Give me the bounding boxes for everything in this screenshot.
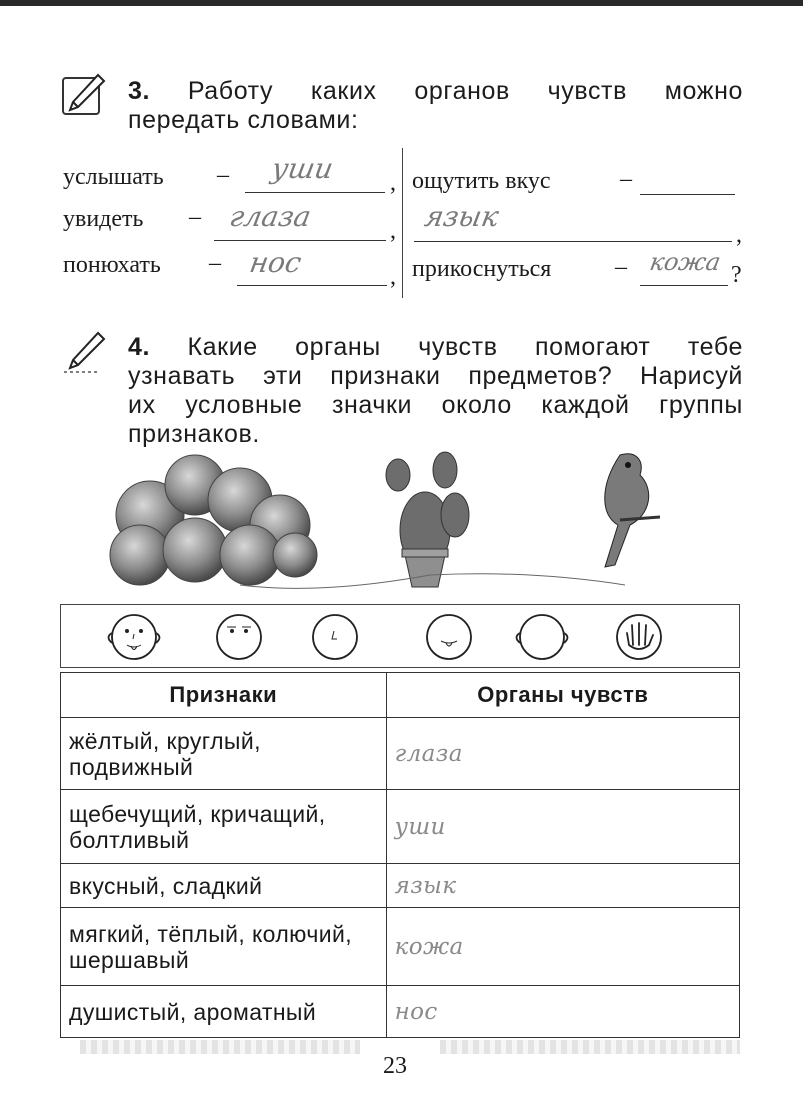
- header-features: Признаки: [61, 673, 387, 718]
- answer-hear: уши: [269, 152, 336, 185]
- task3-row-touch-label: прикоснуться: [412, 256, 552, 282]
- task3-row-see-comma: ,: [390, 218, 396, 244]
- table-row: [61, 864, 740, 908]
- answer-see: глаза: [227, 200, 314, 233]
- header-organs: Органы чувств: [386, 673, 739, 718]
- pencil-icon: [60, 72, 106, 118]
- answer-line: [414, 241, 732, 242]
- features-cell: мягкий, тёплый, колючий, шершавый: [61, 908, 387, 986]
- top-rule: [0, 0, 803, 6]
- task3-number: 3.: [128, 77, 151, 105]
- table-header-row: [61, 673, 740, 718]
- features-table: [60, 672, 740, 1038]
- table-row: [61, 908, 740, 986]
- task3-row-taste-label: ощутить вкус: [412, 168, 551, 194]
- task3-question: [128, 77, 743, 135]
- answer-line: [640, 285, 728, 286]
- task4-line2: узнавать эти признаки предметов? Нарисуй: [128, 362, 743, 390]
- task4-number: 4.: [128, 333, 151, 361]
- illustrations: [100, 445, 760, 605]
- tongue-face-icon: [99, 611, 169, 663]
- features-cell: душистый, ароматный: [61, 986, 387, 1038]
- task4-line3: их условные значки около каждой группы: [128, 391, 743, 419]
- nose-face-icon: [309, 611, 361, 663]
- task3-row-hear-dash: –: [217, 162, 229, 188]
- features-cell: щебечущий, кричащий, болтливый: [61, 790, 387, 864]
- answer-smell: нос: [247, 246, 304, 279]
- answer-line: [237, 285, 387, 286]
- cactus-illustration: [386, 452, 469, 587]
- features-cell: жёлтый, круглый, подвижный: [61, 718, 387, 790]
- answer-line: [640, 194, 735, 195]
- pencil-icon: [60, 330, 106, 376]
- task3-row-smell-comma: ,: [390, 264, 396, 290]
- task3-row-touch-question: ?: [731, 262, 742, 288]
- parrot-illustration: [605, 454, 660, 567]
- answer-taste: язык: [422, 200, 502, 233]
- task3-row-hear-comma: ,: [390, 170, 396, 196]
- balls-illustration: [110, 455, 317, 585]
- hand-icon: [613, 611, 665, 663]
- page-number: 23: [383, 1053, 407, 1079]
- task3-row-touch-dash: –: [615, 254, 627, 280]
- table-row: [61, 986, 740, 1038]
- ear-face-icon: [507, 611, 577, 663]
- task4-question: [128, 333, 743, 449]
- task4-line4: признаков.: [128, 420, 260, 448]
- task3-line1: Работу каких органов чувств можно: [187, 77, 743, 105]
- answer-line: [214, 240, 386, 241]
- eyes-face-icon: [213, 611, 265, 663]
- task3-row-hear-label: услышать: [63, 164, 164, 190]
- task3-line2: передать словами:: [128, 106, 359, 134]
- answer-line: [245, 192, 385, 193]
- task3-row-taste-comma: ,: [736, 222, 742, 248]
- organs-answer-cell: уши: [386, 790, 739, 864]
- task3-row-smell-dash: –: [209, 250, 221, 276]
- print-smudge: [440, 1040, 740, 1054]
- sense-icons-strip: [60, 604, 740, 668]
- task3-row-taste-dash: –: [620, 166, 632, 192]
- task3-row-see-label: увидеть: [63, 206, 144, 232]
- task4-line1: Какие органы чувств помогают тебе: [187, 333, 744, 361]
- task3-row-smell-label: понюхать: [63, 252, 161, 278]
- column-divider: [402, 148, 403, 298]
- print-smudge: [80, 1040, 360, 1054]
- organs-answer-cell: глаза: [386, 718, 739, 790]
- table-row: [61, 790, 740, 864]
- answer-touch: кожа: [647, 248, 723, 276]
- mouth-face-icon: [423, 611, 475, 663]
- table-row: [61, 718, 740, 790]
- organs-answer-cell: нос: [386, 986, 739, 1038]
- task3-row-see-dash: –: [189, 204, 201, 230]
- organs-answer-cell: язык: [386, 864, 739, 908]
- organs-answer-cell: кожа: [386, 908, 739, 986]
- features-cell: вкусный, сладкий: [61, 864, 387, 908]
